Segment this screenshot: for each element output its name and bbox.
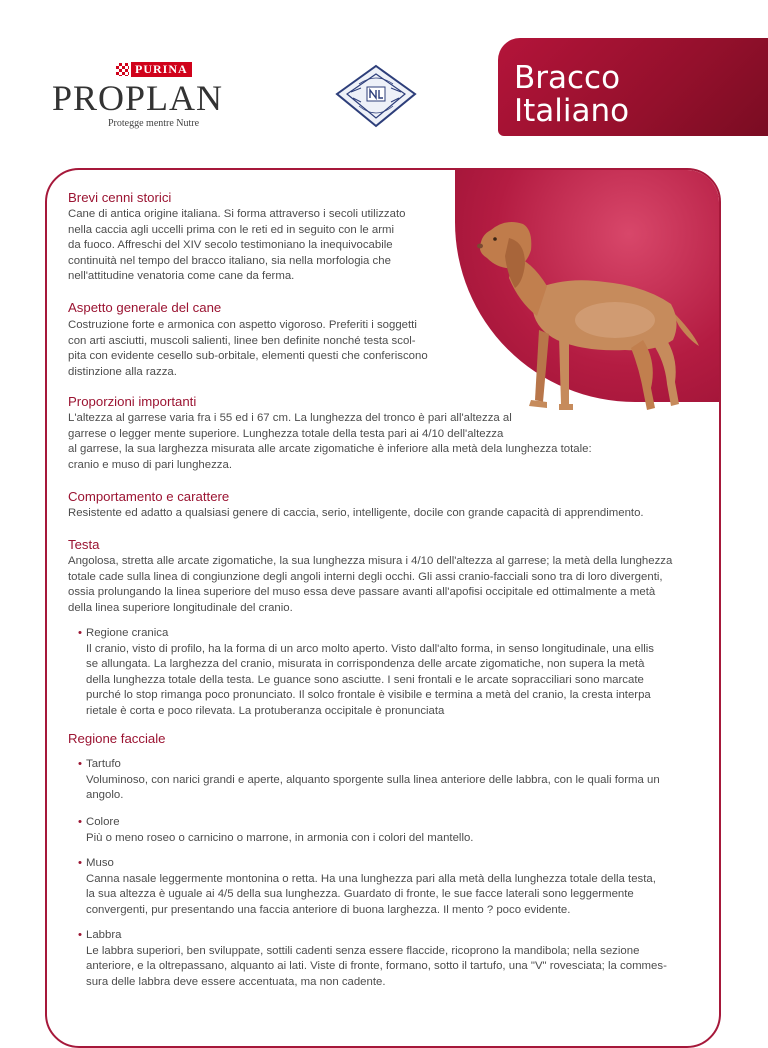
brand-tagline: Protegge mentre Nutre <box>108 118 200 129</box>
testa-line: ossia prolungando la linea superiore del muso essa deve passare avanti all'apofisi occipitale ed ottimalmente a metà <box>68 586 656 598</box>
heading-comportamento-carattere: Comportamento e carattere <box>68 489 230 504</box>
colore-label: • Colore <box>78 815 704 831</box>
labbra-line: sura delle labbra deve essere accentuata, ma non cadente. <box>86 975 386 988</box>
aspetto-line: con arti asciutti, muscoli salienti, linee ben definite nonché testa scol- <box>68 334 416 347</box>
cranica-line: purché lo stop rimanga poco pronunciato. Il solco frontale è visibile e termina a metà del cranio, la cresta interpa <box>86 689 651 701</box>
tartufo-line: angolo. <box>86 789 124 801</box>
regione-cranica-body <box>78 642 704 720</box>
proporzioni-line: cranio e muso di pari lunghezza. <box>68 458 232 471</box>
title-line-1: Bracco <box>514 60 621 96</box>
title-line-2: Italiano <box>514 93 630 129</box>
breed-club-emblem-icon <box>331 62 421 130</box>
labbra-label: • Labbra <box>78 928 704 944</box>
tartufo-line: Voluminoso, con narici grandi e aperte, alquanto sporgente sulla linea anteriore delle labbra, con le quali forma un <box>86 773 660 786</box>
storia-line: nell'attitudine venatoria come cane da ferma. <box>68 270 295 282</box>
labbra-body <box>78 944 704 991</box>
labbra-line: anteriore, e la oltrepassano, alquanto ai lati. Viste di fronte, formano, sotto il tartufo, una "V" rovesciata; la commes- <box>86 960 667 972</box>
heading-aspetto-generale: Aspetto generale del cane <box>68 300 222 315</box>
storia-line: nella caccia agli uccelli prima con le reti ed in seguito con le armi <box>68 223 395 236</box>
tartufo-label: • Tartufo <box>78 757 704 773</box>
proporzioni-line: garrese o legger mente superiore. Lunghezza totale della testa pari ai 4/10 dell'altezza <box>68 427 504 440</box>
bracco-italiano-dog-illustration <box>475 212 705 422</box>
regione-cranica-block <box>78 626 704 719</box>
cranica-line: della lunghezza totale della testa. Le guance sono asciutte. I seni frontali e le arcate sopracciliari sono marcate <box>86 673 644 686</box>
tartufo-block <box>78 757 704 804</box>
heading-testa: Testa <box>68 537 100 552</box>
labbra-line: Le labbra superiori, ben sviluppate, sottili cadenti senza essere flaccide, ricoprono la mandibola; nella sezione <box>86 944 640 957</box>
storia-line: continuità nel tempo del bracco italiano, sia nella morfologia che <box>68 254 391 267</box>
cranica-line: Il cranio, visto di profilo, ha la forma di un arco molto aperto. Visto dall'alto forma, in senso longitudinale, una ellis <box>86 642 655 655</box>
muso-line: la sua altezza è uguale ai 4/5 della sua lunghezza. Guardato di fronte, le sue facce laterali sono leggermente <box>86 888 634 900</box>
aspetto-line: pita con evidente cesello sub-orbitale, elementi questi che conferiscono <box>68 350 428 362</box>
muso-body <box>78 872 704 919</box>
testa-line: Angolosa, stretta alle arcate zigomatiche, la sua lunghezza misura i 4/10 dell'altezza al garrese; la metà della lunghezza <box>68 555 673 567</box>
regione-cranica-label: • Regione cranica <box>78 626 704 642</box>
purina-checkerboard-icon <box>116 63 129 76</box>
heading-proporzioni-importanti: Proporzioni importanti <box>68 394 197 409</box>
aspetto-line: Costruzione forte e armonica con aspetto vigoroso. Preferiti i soggetti <box>68 319 417 331</box>
muso-block <box>78 856 704 918</box>
cranica-line: rietale è corta e poco rilevata. La protuberanza occipitale è pronunciata <box>86 704 445 717</box>
testa-line: totale cade sulla linea di congiunzione degli angoli interni degli occhi. Gli assi cranio-facciali sono tra di loro divergenti, <box>68 570 663 583</box>
page-title <box>514 62 629 128</box>
testa-paragraph <box>68 554 704 616</box>
tartufo-body <box>78 773 704 804</box>
cranica-line: se allungata. La larghezza del cranio, misurata in corrispondenza delle arcate zigomatiche, non supera la metà <box>86 658 645 670</box>
comportamento-line: Resistente ed adatto a qualsiasi genere di caccia, serio, intelligente, docile con grande capacità di apprendimento. <box>68 507 644 519</box>
muso-line: convergenti, pur presentando una faccia anteriore di buona larghezza. Il mento ? poco evidente. <box>86 903 571 916</box>
labbra-block <box>78 928 704 990</box>
heading-brevi-cenni-storici: Brevi cenni storici <box>68 190 172 205</box>
muso-label: • Muso <box>78 856 704 872</box>
storia-paragraph <box>68 207 448 285</box>
proporzioni-line: L'altezza al garrese varia fra i 55 ed i 67 cm. La lunghezza del tronco è pari all'altezza al <box>68 412 512 424</box>
proplan-wordmark: PROPLAN <box>52 78 224 118</box>
proporzioni-paragraph <box>68 411 648 473</box>
storia-line: Cane di antica origine italiana. Si forma attraverso i secoli utilizzato <box>68 208 406 220</box>
testa-line: della linea superiore longitudinale del cranio. <box>68 601 293 614</box>
storia-line: da fuoco. Affreschi del XIV secolo testimoniano la inequivocabile <box>68 239 393 251</box>
comportamento-paragraph <box>68 506 698 522</box>
aspetto-paragraph <box>68 318 468 380</box>
proporzioni-line: al garrese, la sua larghezza misurata alle arcate zigomatiche è inferiore alla metà dela lunghezza totale: <box>68 443 592 455</box>
purina-wordmark: PURINA <box>131 62 192 77</box>
muso-line: Canna nasale leggermente montonina o retta. Ha una lunghezza pari alla metà della lunghezza totale della testa, <box>86 872 656 885</box>
purina-logo <box>116 62 204 78</box>
colore-block <box>78 815 704 846</box>
heading-regione-facciale: Regione facciale <box>68 731 166 746</box>
aspetto-line: distinzione alla razza. <box>68 365 177 378</box>
colore-line: Più o meno roseo o carnicino o marrone, in armonia con i colori del mantello. <box>86 831 474 844</box>
colore-body <box>78 831 704 847</box>
